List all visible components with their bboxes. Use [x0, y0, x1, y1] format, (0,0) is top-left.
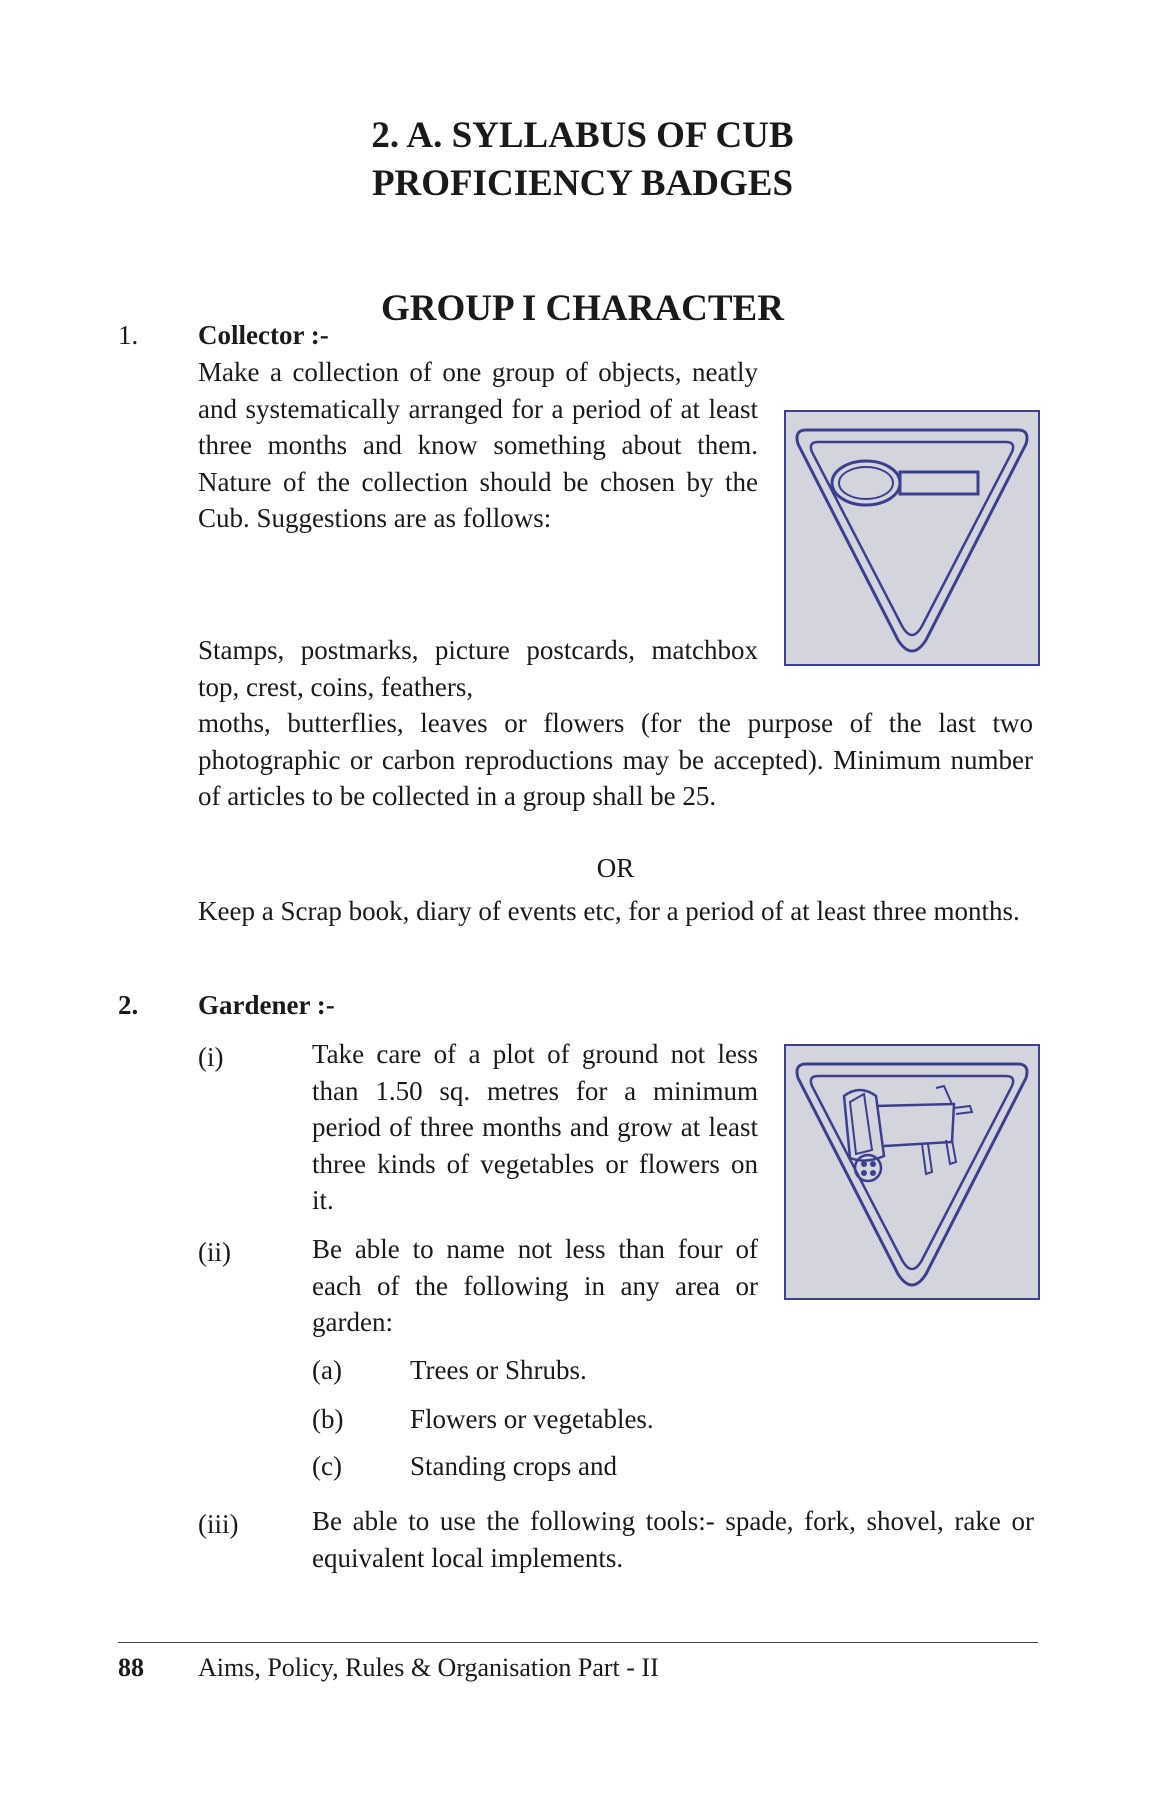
- clause-label: (iii): [198, 1509, 239, 1539]
- subitem-text: Standing crops and: [410, 1451, 617, 1481]
- clause-text: Be able to use the following tools:- spade, fork, shovel, rake or equivalent local implements.: [312, 1506, 1034, 1573]
- collector-paragraph-3: Keep a Scrap book, diary of events etc, for a period of at least three months.: [198, 896, 1020, 926]
- footer-text: Aims, Policy, Rules & Organisation Part - II: [198, 1653, 659, 1682]
- clause-text: Be able to name not less than four of each of the following in any area or garden:: [312, 1234, 758, 1337]
- footer-divider: [118, 1642, 1038, 1643]
- clause-label: (ii): [198, 1237, 231, 1267]
- item-heading-gardener: Gardener :-: [198, 990, 335, 1020]
- subitem-label: (c): [312, 1451, 342, 1481]
- clause-label: (i): [198, 1042, 224, 1072]
- group-title: GROUP I CHARACTER: [381, 288, 784, 329]
- item-number: 2.: [118, 990, 139, 1020]
- title-line-1: 2. A. SYLLABUS OF CUB: [371, 115, 794, 156]
- title-line-2: PROFICIENCY BADGES: [371, 163, 794, 204]
- subitem-text: Trees or Shrubs.: [410, 1355, 587, 1385]
- collector-paragraph-2-full: moths, butterflies, leaves or flowers (for the purpose of the last two photographic or carbon reproductions may be accepted). Minimum number of articles to be collected in a group shall be 25.: [198, 708, 1033, 811]
- clause-text: Take care of a plot of ground not less than 1.50 sq. metres for a minimum period of three months and grow at least three kinds of vegetables or flowers on it.: [312, 1039, 758, 1215]
- item-heading-collector: Collector :-: [198, 320, 329, 350]
- page-title: [0, 112, 1165, 208]
- magnifying-glass-icon: [786, 412, 1038, 664]
- subitem-text: Flowers or vegetables.: [410, 1404, 654, 1434]
- or-separator: OR: [596, 853, 635, 883]
- item-number: 1.: [118, 320, 139, 350]
- collector-paragraph-1: Make a collection of one group of objects, neatly and systematically arranged for a period of at least three months and know something about them. Nature of the collection should be chosen by the Cub. Suggestions are as follows:: [198, 357, 758, 533]
- gardener-badge: [784, 1044, 1040, 1300]
- collector-paragraph-2-wrap: Stamps, postmarks, picture postcards, matchbox top, crest, coins, feathers,: [198, 635, 758, 702]
- wheelbarrow-icon: [786, 1046, 1038, 1298]
- page-number: 88: [118, 1653, 144, 1682]
- subitem-label: (b): [312, 1404, 344, 1434]
- subitem-label: (a): [312, 1355, 342, 1385]
- collector-badge: [784, 410, 1040, 666]
